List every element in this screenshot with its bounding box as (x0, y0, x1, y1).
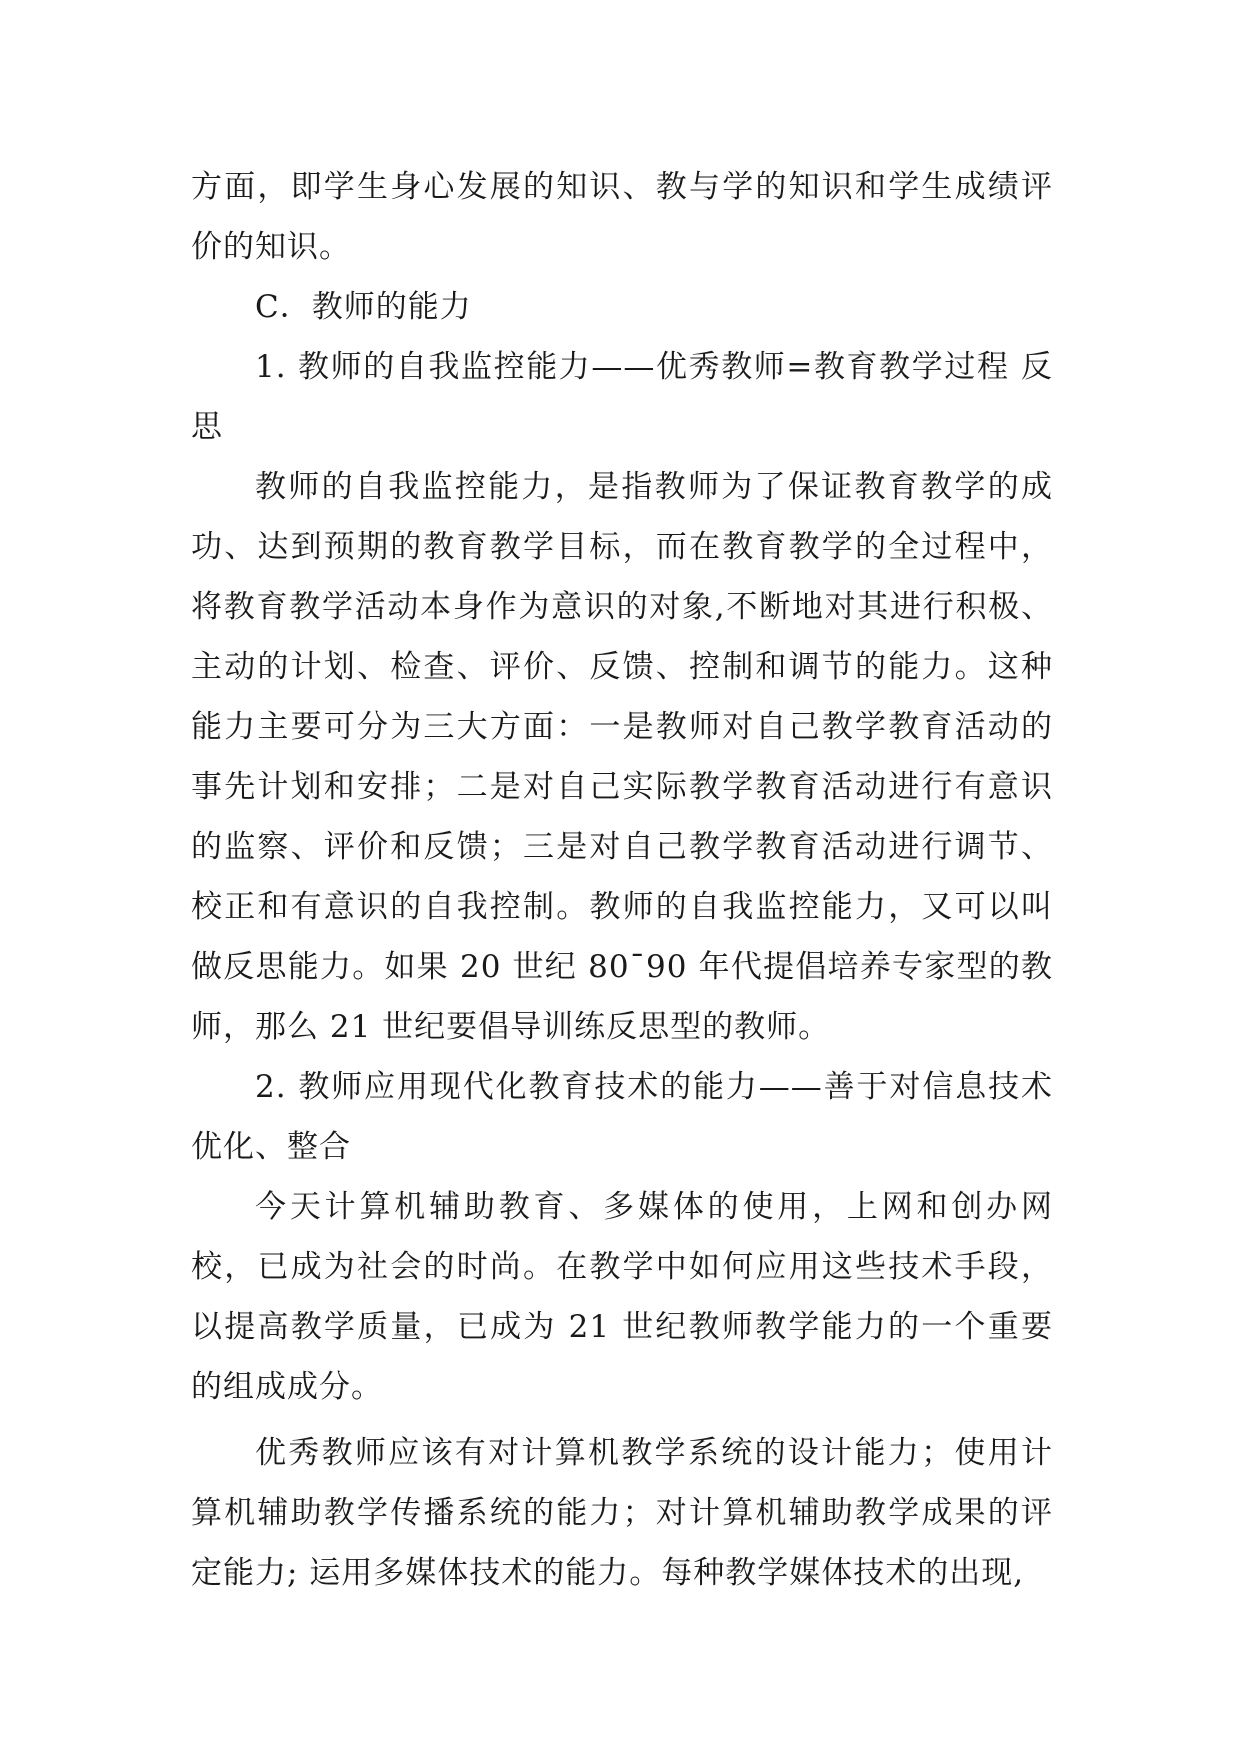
document-body (191, 157, 1053, 1603)
paragraph-computer-education: 今天计算机辅助教育、多媒体的使用，上网和创办网校，已成为社会的时尚。在教学中如何应用这些技术手段，以提高教学质量，已成为 21 世纪教师教学能力的一个重要的组成成分。 (191, 1189, 1053, 1405)
section-heading-teacher-ability: C．教师的能力 (255, 289, 472, 325)
paragraph-self-monitoring: 教师的自我监控能力，是指教师为了保证教育教学的成功、达到预期的教育教学目标，而在教育教学的全过程中，将教育教学活动本身作为意识的对象,不断地对其进行积极、主动的计划、检查、评价、反馈、控制和调节的能力。这种能力主要可分为三大方面：一是教师对自己教学教育活动的事先计划和安排；二是对自己实际教学教育活动进行有意识的监察、评价和反馈；三是对自己教学教育活动进行调节、校正和有意识的自我控制。教师的自我监控能力，又可以叫做反思能力。如果 20 世纪 80¯90 年代提倡培养专家型的教师，那么 21 世纪要倡导训练反思型的教师。 (191, 469, 1053, 1045)
paragraph-continuation: 方面，即学生身心发展的知识、教与学的知识和学生成绩评价的知识。 (191, 169, 1053, 265)
subheading-self-monitoring: 1. 教师的自我监控能力——优秀教师=教育教学过程 反思 (191, 349, 1053, 445)
paragraph-excellent-teacher: 优秀教师应该有对计算机教学系统的设计能力；使用计算机辅助教学传播系统的能力；对计算机辅助教学成果的评定能力; 运用多媒体技术的能力。每种教学媒体技术的出现, (191, 1435, 1053, 1591)
subheading-edu-technology: 2. 教师应用现代化教育技术的能力——善于对信息技术优化、整合 (191, 1069, 1053, 1165)
